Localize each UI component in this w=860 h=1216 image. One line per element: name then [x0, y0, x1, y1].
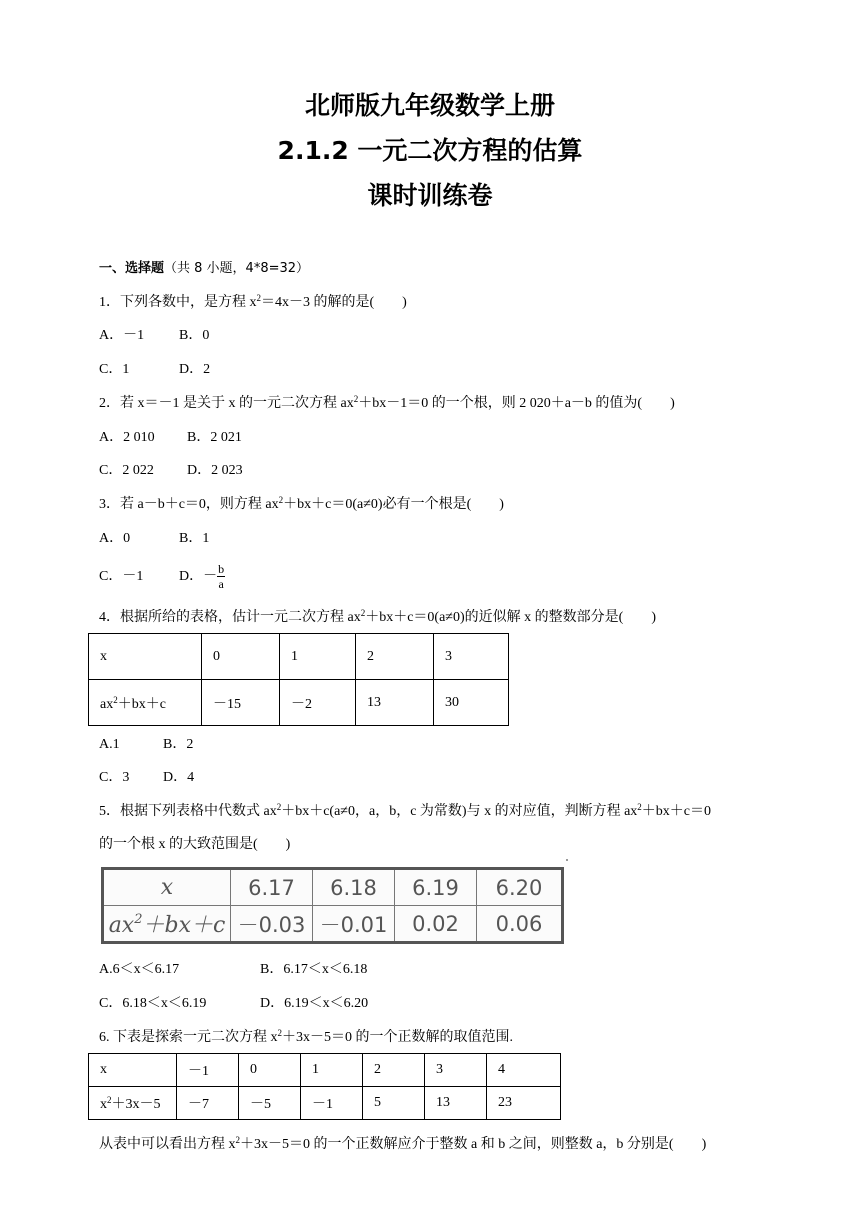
- option-c[interactable]: C．6.18＜x＜6.19: [99, 996, 207, 1011]
- option-a[interactable]: A．2 010: [99, 430, 155, 445]
- option-d[interactable]: D．4: [163, 770, 195, 785]
- option-b[interactable]: B．6.17＜x＜6.18: [260, 962, 368, 977]
- option-c[interactable]: C．2 022: [99, 463, 154, 478]
- question-4-table: [88, 633, 509, 726]
- option-b[interactable]: B．2: [163, 737, 194, 752]
- question-4-options-row-1: [99, 736, 193, 754]
- question-2-stem: 2．若 x＝－1 是关于 x 的一元二次方程 $ax^2+bx-1=0$ 的一个根，则 2 020＋a－b 的值为( ): [99, 394, 675, 411]
- option-b[interactable]: B．1: [179, 531, 210, 546]
- option-a[interactable]: A.6＜x＜6.17: [99, 962, 180, 977]
- scan-mark: [566, 859, 568, 861]
- question-6-table: [88, 1053, 561, 1120]
- table-row: $ax^2+bx+c$ －15 －2 13 30: [89, 680, 509, 726]
- option-d[interactable]: D．－ $\frac{b}{a}$: [179, 562, 225, 592]
- question-6-stem: 6. 下表是探索一元二次方程 $x^2+3x-5=0$ 的一个正数解的取值范围.: [99, 1028, 513, 1045]
- question-3-options-row-2: [99, 559, 225, 595]
- page-title: 北师版九年级数学上册: [304, 91, 555, 120]
- lesson-title: 2.1.2 一元二次方程的估算: [277, 136, 583, 165]
- fraction-b-over-a: $\frac{b}{a}$: [218, 562, 225, 592]
- question-5-table: [101, 867, 564, 944]
- section-label: 一、选择题: [99, 261, 165, 276]
- option-d[interactable]: D．2: [179, 362, 211, 377]
- table-row: x 0 1 2 3: [89, 634, 509, 680]
- table-row: x 6.17 6.18 6.19 6.20: [103, 869, 563, 906]
- table-row: x －1 0 1 2 3 4: [89, 1054, 561, 1087]
- question-5-options-row-1: [99, 961, 367, 979]
- option-d[interactable]: D．2 023: [187, 463, 243, 478]
- question-1-options-row-1: [99, 327, 209, 345]
- question-5-options-row-2: [99, 995, 368, 1013]
- option-c[interactable]: C．3: [99, 770, 130, 785]
- question-2-options-row-1: [99, 429, 242, 447]
- option-c[interactable]: C．－1: [99, 569, 144, 584]
- option-b[interactable]: B．0: [179, 328, 210, 343]
- table-row: $x^2+3x-5$ －7 －5 －1 5 13 23: [89, 1087, 561, 1120]
- question-4-options-row-2: [99, 769, 194, 787]
- question-6-prompt: 从表中可以看出方程 $x^2+3x-5=0$ 的一个正数解应介于整数 a 和 b 之间，则整数 a，b 分别是( ): [99, 1135, 707, 1152]
- option-a[interactable]: A．－1: [99, 328, 145, 343]
- option-a[interactable]: A.1: [99, 737, 120, 752]
- worksheet-title: 课时训练卷: [367, 181, 493, 210]
- question-3-stem: 3．若 a－b＋c＝0，则方程 $ax^2+bx+c=0(a\ne 0)$必有一个根是( ): [99, 495, 504, 512]
- option-b[interactable]: B．2 021: [187, 430, 242, 445]
- question-4-stem: 4．根据所给的表格，估计一元二次方程 $ax^2+bx+c=0(a\ne 0)$的近似解 x 的整数部分是( ): [99, 608, 656, 625]
- question-5-stem: 5．根据下列表格中代数式 $ax^2+bx+c(a\ne 0$，a，b，c 为常数)与 x 的对应值，判断方程 $ax^2+bx+c=0$: [99, 802, 712, 819]
- option-c[interactable]: C．1: [99, 362, 130, 377]
- section-info: （共 8 小题，4*8=32）: [164, 261, 310, 276]
- option-a[interactable]: A．0: [99, 531, 131, 546]
- table-row: $ax^2+bx+c$ －0.03 －0.01 0.02 0.06: [103, 906, 563, 943]
- question-5-stem-line-2: 的一个根 x 的大致范围是( ): [99, 837, 291, 852]
- question-3-options-row-1: [99, 530, 209, 548]
- option-d[interactable]: D．6.19＜x＜6.20: [260, 996, 369, 1011]
- question-1-stem: 1．下列各数中，是方程 $x^2=4x-3$ 的解的是( ): [99, 293, 407, 310]
- question-2-options-row-2: [99, 462, 243, 480]
- question-1-options-row-2: [99, 361, 210, 379]
- section-heading: [99, 260, 309, 278]
